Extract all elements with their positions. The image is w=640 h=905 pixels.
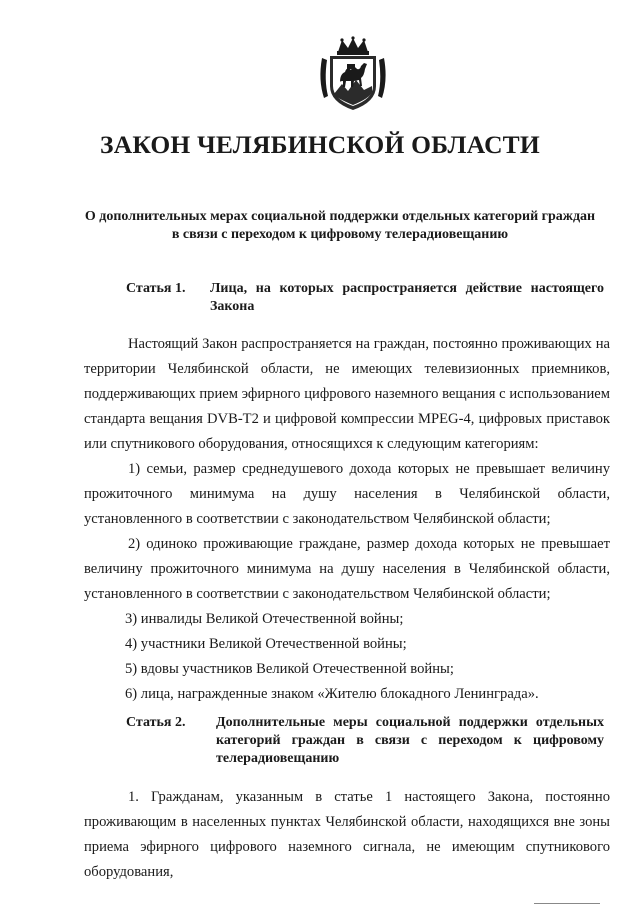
article-1-item-5: 5) вдовы участников Великой Отечественной войны; <box>125 661 454 677</box>
article-1-item-1: 1) семьи, размер среднедушевого дохода которых не превышает величину прожиточного минимума на душу населения в Челябинской области, установленного в соответствии с законодательством Челябинской области; <box>84 461 610 527</box>
article-2-number: Статья 2. <box>126 715 186 730</box>
article-1-item-4: 4) участники Великой Отечественной войны; <box>125 636 407 652</box>
article-2-heading: Дополнительные меры социальной поддержки отдельных категорий граждан в связи с переходом к цифровому телерадиовещанию <box>216 715 604 766</box>
article-1-number: Статья 1. <box>126 281 186 296</box>
law-subtitle <box>60 208 620 244</box>
scan-artifact-line <box>534 903 600 904</box>
law-title: ЗАКОН ЧЕЛЯБИНСКОЙ ОБЛАСТИ <box>100 130 540 159</box>
law-subtitle-line-1: О дополнительных мерах социальной поддержки отдельных категорий граждан <box>84 209 596 224</box>
article-1-item-2: 2) одиноко проживающие граждане, размер дохода которых не превышает величину прожиточного минимума на душу населения в Челябинской области, установленного в соответствии с законодательством Челябинской области; <box>84 536 610 602</box>
article-2-paragraph-1: 1. Гражданам, указанным в статье 1 настоящего Закона, постоянно проживающим в населенных пунктах Челябинской области, находящихся вне зоны приема эфирного цифрового наземного сигнала, не имеющим спутникового оборудования, <box>84 789 610 880</box>
article-2-body <box>84 785 610 885</box>
law-subtitle-line-2: в связи с переходом к цифровому телерадиовещанию <box>171 227 509 242</box>
article-1-item-6: 6) лица, награжденные знаком «Жителю блокадного Ленинграда». <box>125 686 539 702</box>
article-1-intro-paragraph: Настоящий Закон распространяется на граждан, постоянно проживающих на территории Челябинской области, не имеющих телевизионных приемников, поддерживающих прием эфирного цифрового наземного вещания с использованием стандарта вещания DVB-T2 и цифровой компрессии MPEG-4, цифровых приставок или спутникового оборудования, относящихся к следующим категориям: <box>84 336 610 452</box>
article-1-heading: Лица, на которых распространяется действие настоящего Закона <box>210 281 604 314</box>
coat-of-arms-emblem <box>318 36 388 112</box>
article-1-item-3: 3) инвалиды Великой Отечественной войны; <box>125 611 404 627</box>
article-1-body <box>84 332 610 707</box>
